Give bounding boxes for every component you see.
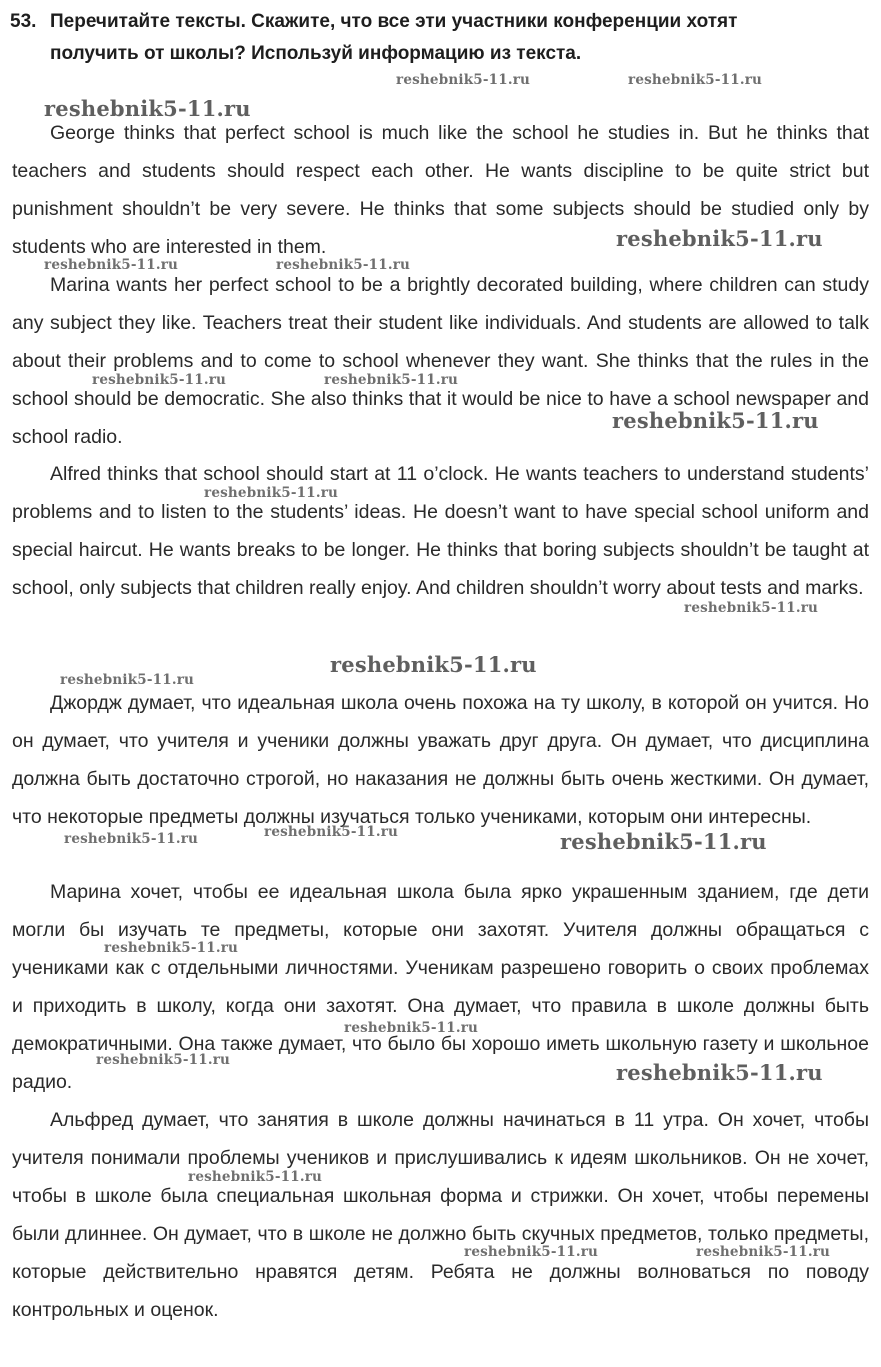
watermark: reshebnik5-11.ru xyxy=(264,824,399,840)
paragraph-george-en: George thinks that perfect school is much like the school he studies in. But he thinks that teachers and students should respect each other. He wants discipline to be quite strict but punishment shouldn’t be very severe. He thinks that some subjects should be studied only by students who are interested in them. xyxy=(12,122,869,258)
watermark: reshebnik5-11.ru xyxy=(612,408,819,433)
watermark: reshebnik5-11.ru xyxy=(44,96,251,121)
watermark: reshebnik5-11.ru xyxy=(616,226,823,251)
watermark: reshebnik5-11.ru xyxy=(616,1060,823,1085)
watermark: reshebnik5-11.ru xyxy=(684,600,819,616)
paragraph-marina-en: Marina wants her perfect school to be a brightly decorated building, where children can study any subject they like. Teachers treat their student like individuals. And students are allowed to talk about their problems and to come to school whenever they want. She thinks that the rules in the school should be democratic. She also thinks that it would be nice to have a school newspaper and school radio. xyxy=(12,274,869,448)
watermark: reshebnik5-11.ru xyxy=(628,72,763,88)
watermark: reshebnik5-11.ru xyxy=(344,1020,479,1036)
task-text-1: Перечитайте тексты. Скажите, что все эти участники конференции хотят xyxy=(50,11,738,32)
task-heading xyxy=(10,6,870,70)
watermark: reshebnik5-11.ru xyxy=(104,940,239,956)
watermark: reshebnik5-11.ru xyxy=(396,72,531,88)
task-number: 53. xyxy=(10,11,37,32)
watermark: reshebnik5-11.ru xyxy=(204,485,339,501)
paragraph-marina-ru: Марина хочет, чтобы ее идеальная школа была ярко украшенным зданием, где дети могли бы изучать те предметы, которые они захотят. Учителя должны обращаться с учениками как с отдельными личностями. Ученикам разрешено говорить о своих проблемах и приходить в школу, когда они захотят. Она думает, что правила в школе должны быть демократичными. Она также думает, что было бы хорошо иметь школьную газету и школьное радио. xyxy=(12,881,869,1093)
watermark: reshebnik5-11.ru xyxy=(64,831,199,847)
watermark: reshebnik5-11.ru xyxy=(324,372,459,388)
watermark: reshebnik5-11.ru xyxy=(96,1052,231,1068)
watermark: reshebnik5-11.ru xyxy=(330,652,537,677)
watermark: reshebnik5-11.ru xyxy=(44,257,179,273)
watermark: reshebnik5-11.ru xyxy=(560,829,767,854)
watermark: reshebnik5-11.ru xyxy=(60,672,195,688)
watermark: reshebnik5-11.ru xyxy=(188,1169,323,1185)
paragraph-george-ru: Джордж думает, что идеальная школа очень похожа на ту школу, в которой он учится. Но он думает, что учителя и ученики должны уважать друг друга. Он думает, что дисциплина должна быть достаточно строгой, но наказания не должны быть очень жесткими. Он думает, что некоторые предметы должны изучаться только учениками, которым они интересны. xyxy=(12,692,869,828)
watermark: reshebnik5-11.ru xyxy=(92,372,227,388)
watermark: reshebnik5-11.ru xyxy=(464,1244,599,1260)
paragraph-alfred-ru: Альфред думает, что занятия в школе должны начинаться в 11 утра. Он хочет, чтобы учителя понимали проблемы учеников и прислушивались к идеям школьников. Он не хочет, чтобы в школе была специальная школьная форма и стрижки. Он хочет, чтобы перемены были длиннее. Он думает, что в школе не должно быть скучных предметов, только предметы, которые действительно нравятся детям. Ребята не должны волноваться по поводу контрольных и оценок. xyxy=(12,1109,869,1321)
task-line-1 xyxy=(10,6,870,38)
watermark: reshebnik5-11.ru xyxy=(696,1244,831,1260)
paragraph-alfred-en: Alfred thinks that school should start at 11 o’clock. He wants teachers to understand students’ problems and to listen to the students’ ideas. He doesn’t want to have special school uniform and special haircut. He wants breaks to be longer. He thinks that boring subjects shouldn’t be taught at school, only subjects that children really enjoy. And children shouldn’t worry about tests and marks. xyxy=(12,463,869,599)
watermark: reshebnik5-11.ru xyxy=(276,257,411,273)
task-line-2: получить от школы? Используй информацию из текста. xyxy=(50,43,582,64)
